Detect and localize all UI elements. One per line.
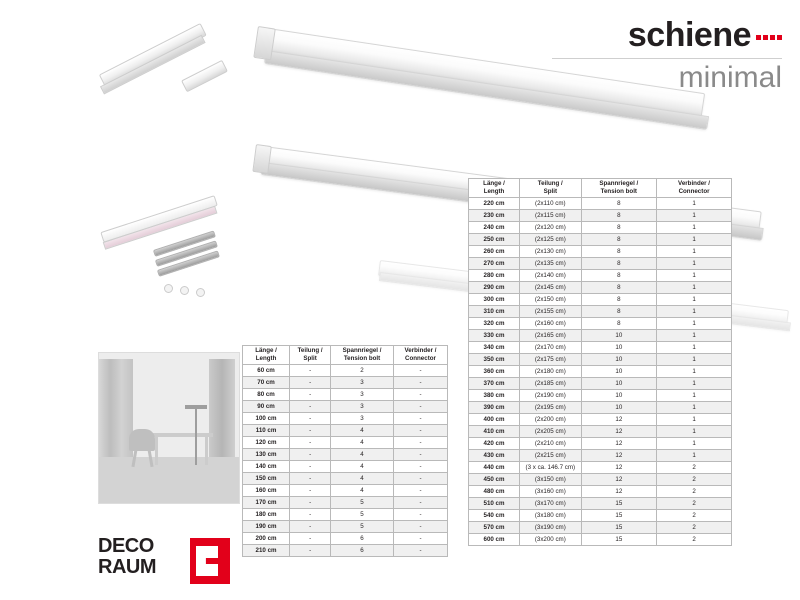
cell-split: (2x190 cm) — [520, 390, 582, 402]
table-large-body — [469, 198, 732, 546]
cell-conn: 2 — [657, 498, 732, 510]
table-row — [469, 330, 732, 342]
cell-split: (2x165 cm) — [520, 330, 582, 342]
table-lengths-large — [468, 178, 732, 546]
cell-len: 270 cm — [469, 258, 520, 270]
cell-conn: - — [393, 365, 447, 377]
table-row — [243, 389, 448, 401]
table-row — [469, 270, 732, 282]
cell-conn: 1 — [657, 246, 732, 258]
cell-bolt: 12 — [581, 438, 657, 450]
cell-conn: - — [393, 425, 447, 437]
cell-split: - — [290, 413, 331, 425]
cell-len: 510 cm — [469, 498, 520, 510]
cell-split: (2x205 cm) — [520, 426, 582, 438]
cell-bolt: 6 — [331, 545, 394, 557]
brand-subtitle: minimal — [678, 61, 782, 94]
cell-bolt: 10 — [581, 330, 657, 342]
table-row — [243, 521, 448, 533]
cell-len: 350 cm — [469, 354, 520, 366]
cell-conn: - — [393, 437, 447, 449]
thumbnail-profile-detail — [98, 18, 238, 128]
logo-mark-icon — [190, 538, 230, 584]
cell-len: 120 cm — [243, 437, 290, 449]
table-row — [469, 234, 732, 246]
cell-split: (2x215 cm) — [520, 450, 582, 462]
cell-conn: - — [393, 521, 447, 533]
cell-len: 280 cm — [469, 270, 520, 282]
cell-conn: 2 — [657, 486, 732, 498]
cell-split: - — [290, 545, 331, 557]
cell-split: (2x115 cm) — [520, 210, 582, 222]
cell-split: (2x175 cm) — [520, 354, 582, 366]
table-row — [469, 486, 732, 498]
cell-split: (2x125 cm) — [520, 234, 582, 246]
cell-conn: 1 — [657, 270, 732, 282]
col-connector: Verbinder / Connector — [393, 346, 447, 365]
cell-conn: - — [393, 389, 447, 401]
cell-len: 360 cm — [469, 366, 520, 378]
table-row — [469, 498, 732, 510]
cell-bolt: 3 — [331, 413, 394, 425]
cell-split: - — [290, 509, 331, 521]
col-connector: Verbinder / Connector — [657, 179, 732, 198]
cell-split: (2x155 cm) — [520, 306, 582, 318]
cell-bolt: 12 — [581, 426, 657, 438]
table-lengths-small — [242, 345, 448, 557]
table-row — [243, 497, 448, 509]
dowel-icon — [196, 288, 205, 297]
cell-len: 290 cm — [469, 282, 520, 294]
table-row — [469, 258, 732, 270]
cell-split: (3x160 cm) — [520, 486, 582, 498]
cell-len: 100 cm — [243, 413, 290, 425]
table-small-body — [243, 365, 448, 557]
cell-bolt: 8 — [581, 222, 657, 234]
cell-split: - — [290, 521, 331, 533]
col-length: Länge / Length — [243, 346, 290, 365]
cell-len: 310 cm — [469, 306, 520, 318]
cell-bolt: 10 — [581, 342, 657, 354]
table-header-row — [469, 179, 732, 198]
table-row — [243, 449, 448, 461]
cell-split: (2x180 cm) — [520, 366, 582, 378]
table-row — [469, 378, 732, 390]
cell-conn: 1 — [657, 342, 732, 354]
table-row — [469, 342, 732, 354]
cell-split: - — [290, 485, 331, 497]
cell-len: 600 cm — [469, 534, 520, 546]
cell-len: 420 cm — [469, 438, 520, 450]
cell-len: 110 cm — [243, 425, 290, 437]
cell-split: (3 x ca. 146.7 cm) — [520, 462, 582, 474]
cell-conn: 1 — [657, 198, 732, 210]
cell-bolt: 8 — [581, 258, 657, 270]
table-row — [243, 425, 448, 437]
cell-conn: - — [393, 449, 447, 461]
logo-line-2: RAUM — [98, 556, 156, 578]
cell-split: - — [290, 365, 331, 377]
cell-conn: - — [393, 461, 447, 473]
cell-conn: 1 — [657, 354, 732, 366]
cell-len: 390 cm — [469, 402, 520, 414]
table-row — [469, 366, 732, 378]
cell-conn: - — [393, 497, 447, 509]
cell-split: - — [290, 461, 331, 473]
cell-bolt: 4 — [331, 437, 394, 449]
cell-bolt: 10 — [581, 402, 657, 414]
thumbnail-mounting-parts — [98, 180, 238, 305]
decoraum-logo — [98, 536, 248, 588]
cell-split: (2x195 cm) — [520, 402, 582, 414]
cell-len: 180 cm — [243, 509, 290, 521]
table-row — [243, 473, 448, 485]
table-row — [469, 402, 732, 414]
cell-split: - — [290, 473, 331, 485]
cell-conn: 2 — [657, 462, 732, 474]
cell-len: 130 cm — [243, 449, 290, 461]
cell-split: - — [290, 377, 331, 389]
cell-split: (3x190 cm) — [520, 522, 582, 534]
cell-bolt: 10 — [581, 354, 657, 366]
cell-bolt: 3 — [331, 401, 394, 413]
cell-conn: - — [393, 509, 447, 521]
cell-split: (2x150 cm) — [520, 294, 582, 306]
cell-conn: 1 — [657, 318, 732, 330]
col-split: Teilung / Split — [520, 179, 582, 198]
cell-bolt: 3 — [331, 389, 394, 401]
cell-bolt: 8 — [581, 246, 657, 258]
cell-bolt: 4 — [331, 449, 394, 461]
cell-len: 400 cm — [469, 414, 520, 426]
cell-conn: - — [393, 533, 447, 545]
table-row — [243, 377, 448, 389]
cell-split: (2x185 cm) — [520, 378, 582, 390]
col-tension-bolt: Spannriegel / Tension bolt — [331, 346, 394, 365]
cell-conn: 1 — [657, 294, 732, 306]
cell-split: - — [290, 533, 331, 545]
table-row — [469, 354, 732, 366]
cell-bolt: 8 — [581, 234, 657, 246]
cell-bolt: 12 — [581, 450, 657, 462]
table-row — [469, 282, 732, 294]
cell-split: - — [290, 425, 331, 437]
table-header-row — [243, 346, 448, 365]
cell-split: (2x140 cm) — [520, 270, 582, 282]
table-row — [243, 365, 448, 377]
cell-conn: - — [393, 473, 447, 485]
table-row — [469, 462, 732, 474]
cell-len: 150 cm — [243, 473, 290, 485]
cell-bolt: 8 — [581, 294, 657, 306]
table-row — [469, 306, 732, 318]
cell-conn: - — [393, 545, 447, 557]
cell-len: 90 cm — [243, 401, 290, 413]
col-length: Länge / Length — [469, 179, 520, 198]
cell-conn: 1 — [657, 414, 732, 426]
dowel-icon — [164, 284, 173, 293]
cell-conn: 2 — [657, 474, 732, 486]
cell-bolt: 6 — [331, 533, 394, 545]
cell-split: - — [290, 437, 331, 449]
cell-split: (2x120 cm) — [520, 222, 582, 234]
cell-conn: 1 — [657, 390, 732, 402]
cell-len: 260 cm — [469, 246, 520, 258]
cell-conn: 1 — [657, 378, 732, 390]
cell-split: (3x180 cm) — [520, 510, 582, 522]
cell-bolt: 2 — [331, 365, 394, 377]
cell-conn: 1 — [657, 450, 732, 462]
cell-len: 430 cm — [469, 450, 520, 462]
cell-len: 440 cm — [469, 462, 520, 474]
cell-bolt: 5 — [331, 497, 394, 509]
cell-len: 380 cm — [469, 390, 520, 402]
table-row — [243, 461, 448, 473]
table-row — [469, 426, 732, 438]
cell-len: 340 cm — [469, 342, 520, 354]
cell-bolt: 10 — [581, 378, 657, 390]
cell-bolt: 8 — [581, 210, 657, 222]
cell-len: 210 cm — [243, 545, 290, 557]
table-row — [469, 534, 732, 546]
cell-len: 200 cm — [243, 533, 290, 545]
table-row — [469, 522, 732, 534]
cell-conn: 2 — [657, 534, 732, 546]
cell-bolt: 4 — [331, 473, 394, 485]
cell-len: 410 cm — [469, 426, 520, 438]
brand-dots-icon — [754, 18, 782, 52]
cell-bolt: 12 — [581, 474, 657, 486]
table-row — [469, 414, 732, 426]
cell-conn: 1 — [657, 234, 732, 246]
cell-bolt: 8 — [581, 198, 657, 210]
logo-line-1: DECO — [98, 535, 154, 557]
table-row — [469, 222, 732, 234]
cell-len: 540 cm — [469, 510, 520, 522]
table-row — [243, 485, 448, 497]
cell-conn: 1 — [657, 426, 732, 438]
table-row — [469, 438, 732, 450]
col-tension-bolt: Spannriegel / Tension bolt — [581, 179, 657, 198]
cell-len: 250 cm — [469, 234, 520, 246]
cell-bolt: 12 — [581, 462, 657, 474]
cell-conn: 2 — [657, 510, 732, 522]
cell-split: (2x110 cm) — [520, 198, 582, 210]
cell-bolt: 15 — [581, 534, 657, 546]
cell-bolt: 15 — [581, 522, 657, 534]
cell-len: 160 cm — [243, 485, 290, 497]
cell-split: (2x200 cm) — [520, 414, 582, 426]
cell-len: 330 cm — [469, 330, 520, 342]
cell-conn: 1 — [657, 366, 732, 378]
brand-name: schiene — [552, 18, 782, 52]
table-row — [243, 533, 448, 545]
table-row — [469, 390, 732, 402]
cell-bolt: 5 — [331, 521, 394, 533]
table-row — [469, 450, 732, 462]
cell-len: 240 cm — [469, 222, 520, 234]
cell-conn: 1 — [657, 282, 732, 294]
cell-split: (2x170 cm) — [520, 342, 582, 354]
cell-bolt: 10 — [581, 366, 657, 378]
cell-conn: - — [393, 377, 447, 389]
cell-bolt: 4 — [331, 425, 394, 437]
cell-split: - — [290, 389, 331, 401]
cell-len: 370 cm — [469, 378, 520, 390]
cell-conn: 1 — [657, 258, 732, 270]
table-row — [469, 294, 732, 306]
cell-conn: 1 — [657, 306, 732, 318]
cell-len: 570 cm — [469, 522, 520, 534]
cell-conn: 1 — [657, 438, 732, 450]
cell-bolt: 8 — [581, 306, 657, 318]
table-row — [243, 401, 448, 413]
cell-split: (2x130 cm) — [520, 246, 582, 258]
cell-len: 230 cm — [469, 210, 520, 222]
cell-split: - — [290, 449, 331, 461]
cell-len: 320 cm — [469, 318, 520, 330]
cell-conn: 1 — [657, 330, 732, 342]
table-row — [469, 210, 732, 222]
cell-bolt: 12 — [581, 486, 657, 498]
cell-len: 480 cm — [469, 486, 520, 498]
cell-split: (3x170 cm) — [520, 498, 582, 510]
cell-len: 450 cm — [469, 474, 520, 486]
cell-conn: 1 — [657, 402, 732, 414]
cell-len: 190 cm — [243, 521, 290, 533]
cell-len: 60 cm — [243, 365, 290, 377]
cell-split: - — [290, 497, 331, 509]
cell-split: (3x150 cm) — [520, 474, 582, 486]
cell-split: - — [290, 401, 331, 413]
cell-len: 220 cm — [469, 198, 520, 210]
cell-bolt: 4 — [331, 461, 394, 473]
cell-bolt: 3 — [331, 377, 394, 389]
table-row — [243, 413, 448, 425]
cell-bolt: 15 — [581, 510, 657, 522]
cell-split: (2x210 cm) — [520, 438, 582, 450]
cell-len: 80 cm — [243, 389, 290, 401]
cell-split: (2x160 cm) — [520, 318, 582, 330]
cell-bolt: 5 — [331, 509, 394, 521]
thumbnail-room-scene — [98, 352, 240, 504]
cell-conn: - — [393, 401, 447, 413]
table-row — [469, 510, 732, 522]
cell-len: 140 cm — [243, 461, 290, 473]
cell-split: (2x135 cm) — [520, 258, 582, 270]
cell-conn: 1 — [657, 210, 732, 222]
table-row — [469, 474, 732, 486]
cell-bolt: 15 — [581, 498, 657, 510]
table-row — [469, 198, 732, 210]
table-row — [243, 545, 448, 557]
cell-split: (2x145 cm) — [520, 282, 582, 294]
cell-bolt: 4 — [331, 485, 394, 497]
cell-len: 300 cm — [469, 294, 520, 306]
cell-conn: - — [393, 485, 447, 497]
table-row — [469, 246, 732, 258]
cell-conn: - — [393, 413, 447, 425]
dowel-icon — [180, 286, 189, 295]
table-row — [243, 509, 448, 521]
cell-bolt: 8 — [581, 318, 657, 330]
cell-bolt: 8 — [581, 282, 657, 294]
table-row — [469, 318, 732, 330]
cell-split: (3x200 cm) — [520, 534, 582, 546]
cell-conn: 2 — [657, 522, 732, 534]
table-row — [243, 437, 448, 449]
cell-bolt: 8 — [581, 270, 657, 282]
cell-bolt: 10 — [581, 390, 657, 402]
cell-len: 70 cm — [243, 377, 290, 389]
cell-len: 170 cm — [243, 497, 290, 509]
cell-bolt: 12 — [581, 414, 657, 426]
cell-conn: 1 — [657, 222, 732, 234]
col-split: Teilung / Split — [290, 346, 331, 365]
